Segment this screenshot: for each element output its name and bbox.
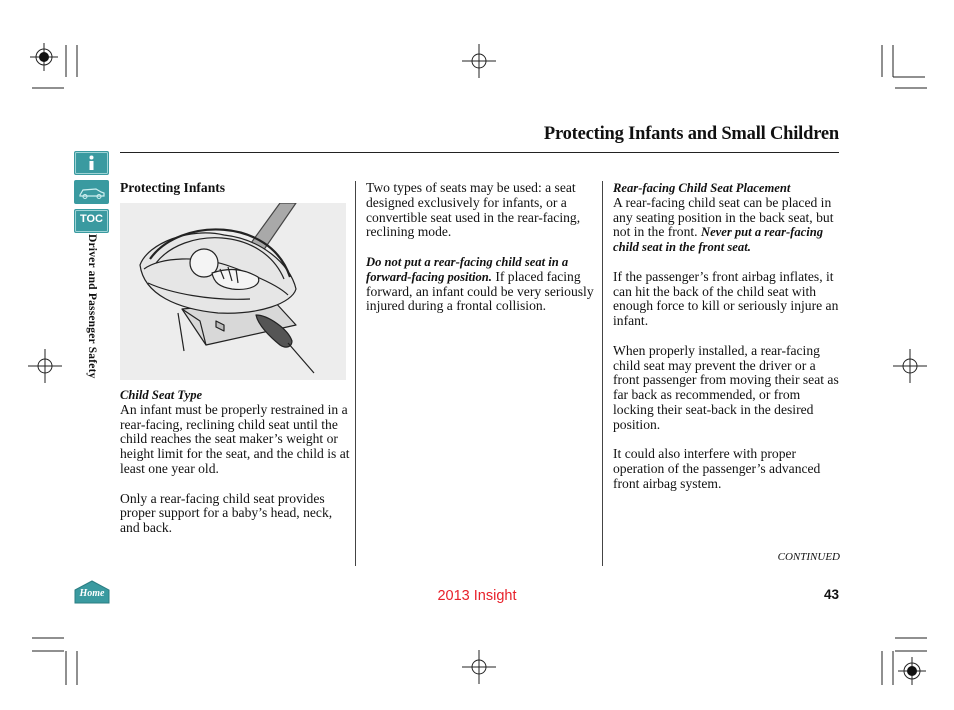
subsection-caption: Rear-facing Child Seat Placement xyxy=(613,181,791,195)
column-divider xyxy=(602,181,603,566)
home-button[interactable] xyxy=(74,580,110,604)
child-seat-illustration xyxy=(120,203,346,380)
info-button[interactable] xyxy=(74,151,109,175)
column-3 xyxy=(613,181,841,507)
paragraph: An infant must be properly restrained in a rear-facing, reclining child seat until the child reaches the seat maker’s weight or height limit for the seat, and the child is at least one year old. xyxy=(120,401,350,476)
paragraph: Only a rear-facing child seat provides proper support for a baby’s head, neck, and back. xyxy=(120,490,333,536)
figure-caption: Child Seat Type xyxy=(120,388,203,402)
column-2 xyxy=(366,181,596,329)
car-icon xyxy=(74,180,109,204)
paragraph: Two types of seats may be used: a seat designed exclusively for infants, or a convertible seat used in the rear-facing, reclining mode. xyxy=(366,180,581,240)
paragraph: When properly installed, a rear-facing child seat may prevent the driver or a front passenger from moving their seat as far back as recommended, or from locking their seat-back in the desired position. xyxy=(613,342,839,432)
column-1-body xyxy=(120,388,352,551)
vehicle-index-button[interactable] xyxy=(74,180,109,204)
warning-paragraph xyxy=(366,255,596,314)
column-1 xyxy=(120,181,350,196)
toc-label: TOC xyxy=(79,213,104,225)
warning-text: Never put a rear-facing child seat in the front seat. xyxy=(613,225,824,255)
infant-seat-drawing xyxy=(120,203,346,380)
column-divider xyxy=(355,181,356,566)
warning-paragraph xyxy=(613,196,841,255)
paragraph-text: A rear-facing child seat can be placed in any seating position in the back seat, but not in the front. xyxy=(613,194,834,240)
section-tab xyxy=(84,234,104,394)
model-name: 2013 Insight xyxy=(437,588,517,604)
warning-rest: If placed facing forward, an infant could be very seriously injured during a frontal collision. xyxy=(366,268,594,314)
page-title: Protecting Infants and Small Children xyxy=(543,124,839,144)
warning-text: Do not put a rear-facing child seat in a forward-facing position. xyxy=(366,254,569,284)
page-number: 43 xyxy=(823,587,839,602)
toc-button[interactable] xyxy=(74,209,109,233)
section-label: Driver and Passenger Safety xyxy=(86,234,98,379)
continued-label: CONTINUED xyxy=(777,551,840,563)
section-heading: Protecting Infants xyxy=(120,180,226,195)
paragraph: It could also interfere with proper operation of the passenger’s advanced front airbag system. xyxy=(613,446,821,491)
paragraph: If the passenger’s front airbag inflates, it can hit the back of the child seat with enough force to kill or seriously injure an infant. xyxy=(613,268,839,329)
home-label: Home xyxy=(79,588,105,599)
title-rule xyxy=(120,152,839,153)
info-icon xyxy=(74,151,109,175)
